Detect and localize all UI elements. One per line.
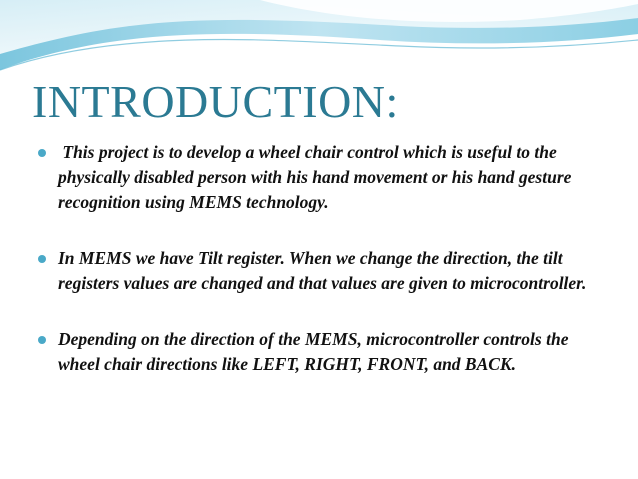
bullet-item — [38, 327, 608, 377]
bullet-list — [38, 140, 608, 377]
bullet-text: This project is to develop a wheel chair control which is useful to the physically disabled person with his hand movement or his hand gesture recognition using MEMS technology. — [58, 142, 576, 212]
bullet-dot-icon — [38, 255, 46, 263]
bullet-item — [38, 140, 608, 215]
header-wave-decoration — [0, 0, 638, 80]
bullet-dot-icon — [38, 336, 46, 344]
bullet-text: Depending on the direction of the MEMS, microcontroller controls the wheel chair directions like LEFT, RIGHT, FRONT, and BACK. — [58, 329, 569, 374]
bullet-text: In MEMS we have Tilt register. When we change the direction, the tilt registers values are changed and that values are given to microcontroller. — [58, 248, 587, 293]
slide-title: INTRODUCTION: — [32, 76, 399, 127]
bullet-item — [38, 246, 608, 296]
bullet-dot-icon — [38, 149, 46, 157]
